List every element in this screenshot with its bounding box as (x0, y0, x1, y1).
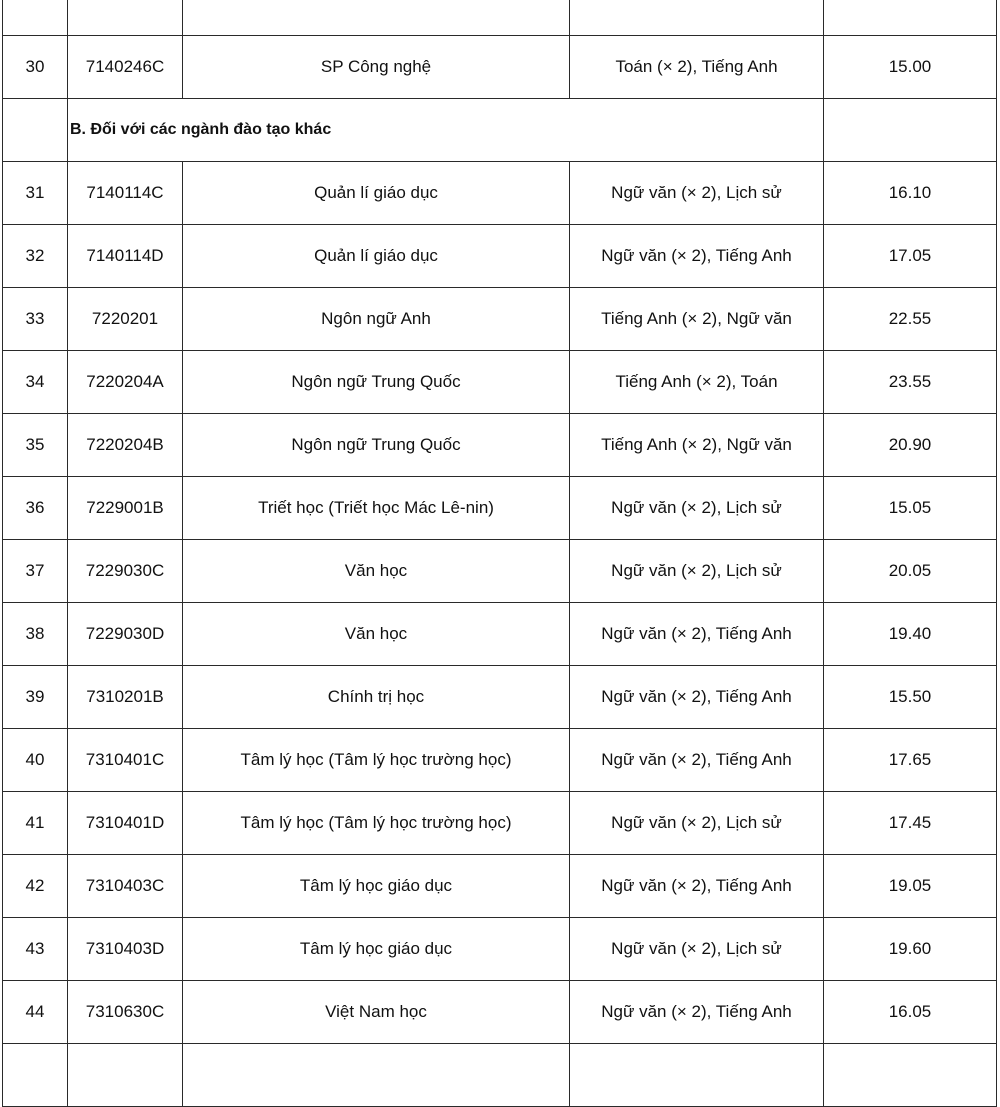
cutoff-score-cell: 17.05 (824, 225, 997, 288)
subject-combination-cell: Tiếng Anh (× 2), Toán (570, 351, 824, 414)
major-code-cell: 7220204A (68, 351, 183, 414)
major-name-cell (183, 0, 570, 36)
section-title: B. Đối với các ngành đào tạo khác (68, 99, 824, 162)
table-row (3, 981, 997, 1044)
major-code-cell: 7140114C (68, 162, 183, 225)
row-number-cell: 44 (3, 981, 68, 1044)
major-name-cell: Ngôn ngữ Trung Quốc (183, 351, 570, 414)
row-number-cell: 39 (3, 666, 68, 729)
subject-combination-cell: Tiếng Anh (× 2), Ngữ văn (570, 414, 824, 477)
major-code-cell: 7310401D (68, 792, 183, 855)
subject-combination-cell: Ngữ văn (× 2), Tiếng Anh (570, 666, 824, 729)
subject-combination-cell: Toán (× 2), Tiếng Anh (570, 36, 824, 99)
cutoff-score-cell: 19.40 (824, 603, 997, 666)
cutoff-score-cell: 17.65 (824, 729, 997, 792)
major-code-cell: 7310630C (68, 981, 183, 1044)
row-number-cell: 42 (3, 855, 68, 918)
major-name-cell: Quản lí giáo dục (183, 162, 570, 225)
row-number-cell: 36 (3, 477, 68, 540)
table-row (3, 36, 997, 99)
major-code-cell: 7140114D (68, 225, 183, 288)
table-row (3, 603, 997, 666)
row-number-cell: 41 (3, 792, 68, 855)
row-number-cell: 38 (3, 603, 68, 666)
table-row (3, 225, 997, 288)
cutoff-score-cell: 15.00 (824, 36, 997, 99)
section-empty-cell (824, 99, 997, 162)
major-code-cell: 7229001B (68, 477, 183, 540)
admission-score-table (2, 0, 997, 1107)
subject-combination-cell: Ngữ văn (× 2), Tiếng Anh (570, 981, 824, 1044)
major-name-cell: Tâm lý học (Tâm lý học trường học) (183, 792, 570, 855)
cutoff-score-cell: 16.10 (824, 162, 997, 225)
major-code-cell: 7229030D (68, 603, 183, 666)
cutoff-score-cell: 16.05 (824, 981, 997, 1044)
row-number-cell: 33 (3, 288, 68, 351)
major-name-cell: Ngôn ngữ Trung Quốc (183, 414, 570, 477)
row-number-cell: 35 (3, 414, 68, 477)
table-row (3, 918, 997, 981)
row-number-cell: 37 (3, 540, 68, 603)
cutoff-score-cell: 19.60 (824, 918, 997, 981)
cutoff-score-cell (824, 1044, 997, 1107)
cutoff-score-cell (824, 0, 997, 36)
table-row (3, 1044, 997, 1107)
row-number-cell: 32 (3, 225, 68, 288)
table-row (3, 0, 997, 36)
subject-combination-cell: Ngữ văn (× 2), Tiếng Anh (570, 729, 824, 792)
table-row (3, 477, 997, 540)
subject-combination-cell: Ngữ văn (× 2), Tiếng Anh (570, 603, 824, 666)
major-code-cell: 7310403C (68, 855, 183, 918)
major-code-cell: 7310201B (68, 666, 183, 729)
subject-combination-cell: Ngữ văn (× 2), Tiếng Anh (570, 855, 824, 918)
cutoff-score-cell: 19.05 (824, 855, 997, 918)
cutoff-score-cell: 20.90 (824, 414, 997, 477)
table-row (3, 288, 997, 351)
major-code-cell (68, 0, 183, 36)
table-row (3, 351, 997, 414)
major-name-cell: Chính trị học (183, 666, 570, 729)
table-row (3, 540, 997, 603)
subject-combination-cell: Tiếng Anh (× 2), Ngữ văn (570, 288, 824, 351)
subject-combination-cell: Ngữ văn (× 2), Lịch sử (570, 162, 824, 225)
major-name-cell: Tâm lý học giáo dục (183, 855, 570, 918)
major-name-cell (183, 1044, 570, 1107)
major-code-cell: 7229030C (68, 540, 183, 603)
table-row (3, 162, 997, 225)
major-name-cell: Triết học (Triết học Mác Lê-nin) (183, 477, 570, 540)
major-name-cell: Văn học (183, 540, 570, 603)
subject-combination-cell (570, 0, 824, 36)
row-number-cell: 30 (3, 36, 68, 99)
row-number-cell: 43 (3, 918, 68, 981)
cutoff-score-cell: 20.05 (824, 540, 997, 603)
table-row (3, 729, 997, 792)
cutoff-score-cell: 22.55 (824, 288, 997, 351)
major-name-cell: Tâm lý học (Tâm lý học trường học) (183, 729, 570, 792)
cutoff-score-cell: 23.55 (824, 351, 997, 414)
row-number-cell: 34 (3, 351, 68, 414)
subject-combination-cell: Ngữ văn (× 2), Tiếng Anh (570, 225, 824, 288)
major-name-cell: SP Công nghệ (183, 36, 570, 99)
major-code-cell (68, 1044, 183, 1107)
major-code-cell: 7220201 (68, 288, 183, 351)
row-number-cell: 31 (3, 162, 68, 225)
table-row (3, 855, 997, 918)
major-name-cell: Quản lí giáo dục (183, 225, 570, 288)
table-row (3, 414, 997, 477)
cutoff-score-cell: 15.50 (824, 666, 997, 729)
subject-combination-cell: Ngữ văn (× 2), Lịch sử (570, 918, 824, 981)
cutoff-score-cell: 15.05 (824, 477, 997, 540)
major-code-cell: 7140246C (68, 36, 183, 99)
subject-combination-cell: Ngữ văn (× 2), Lịch sử (570, 540, 824, 603)
table-row (3, 792, 997, 855)
row-number-cell (3, 0, 68, 36)
section-header-row (3, 99, 997, 162)
major-code-cell: 7310401C (68, 729, 183, 792)
table-row (3, 666, 997, 729)
major-name-cell: Văn học (183, 603, 570, 666)
subject-combination-cell: Ngữ văn (× 2), Lịch sử (570, 792, 824, 855)
major-name-cell: Tâm lý học giáo dục (183, 918, 570, 981)
section-empty-cell (3, 99, 68, 162)
major-code-cell: 7220204B (68, 414, 183, 477)
cutoff-score-cell: 17.45 (824, 792, 997, 855)
subject-combination-cell: Ngữ văn (× 2), Lịch sử (570, 477, 824, 540)
row-number-cell: 40 (3, 729, 68, 792)
major-name-cell: Ngôn ngữ Anh (183, 288, 570, 351)
row-number-cell (3, 1044, 68, 1107)
major-name-cell: Việt Nam học (183, 981, 570, 1044)
subject-combination-cell (570, 1044, 824, 1107)
major-code-cell: 7310403D (68, 918, 183, 981)
